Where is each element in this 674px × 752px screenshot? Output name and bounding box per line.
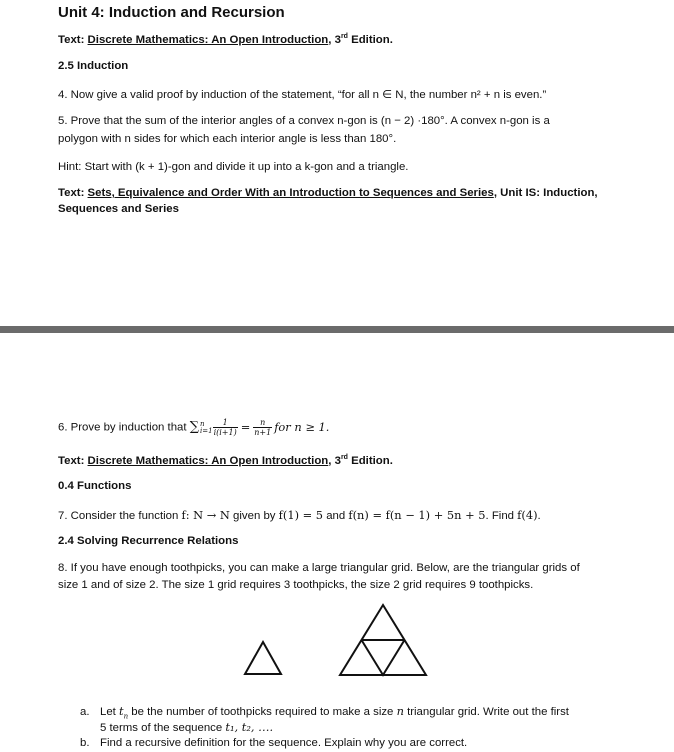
size-2-triangle-grid (338, 603, 428, 677)
question-7: 7. Consider the function f: N → N given by f(1) = 5 and f(n) = f(n − 1) + 5n + 5. Find f(4). (58, 508, 541, 522)
page-title: Unit 4: Induction and Recursion (58, 4, 285, 21)
textbook-reference-1: Text: Discrete Mathematics: An Open Introduction, 3rd Edition. (58, 33, 393, 46)
section-heading-2-4: 2.4 Solving Recurrence Relations (58, 535, 239, 547)
fraction-1-over-i-i-plus-1: $\frac{1}{i(i+1)}$ (213, 418, 237, 437)
textbook-reference-2-line-2: Sequences and Series (58, 203, 179, 215)
question-8-line-1: 8. If you have enough toothpicks, you can make a large triangular grid. Below, are the triangular grids of (58, 562, 580, 574)
question-4: 4. Now give a valid proof by induction of the statement, “for all n ∈ N, the number n² + n is even.” (58, 89, 547, 101)
list-item-a: a. Let $t_n$ be the number of toothpicks required to make a size n triangular grid. Write out the first (80, 704, 569, 721)
question-5-line-1: 5. Prove that the sum of the interior angles of a convex n-gon is (n − 2) ·180°. A convex n-gon is a (58, 115, 550, 127)
textbook-title: Sets, Equivalence and Order With an Introduction to Sequences and Series (87, 187, 494, 199)
textbook-reference-2: Text: Sets, Equivalence and Order With an Introduction to Sequences and Series, Unit IS: Induction, (58, 187, 598, 199)
question-8-line-2: size 1 and of size 2. The size 1 grid requires 3 toothpicks, the size 2 grid requires 9 toothpicks. (58, 579, 534, 591)
section-heading-2-5: 2.5 Induction (58, 60, 129, 72)
size-1-triangle-grid (243, 640, 283, 676)
list-item-a-line-2: 5 terms of the sequence t₁, t₂, …. (100, 720, 274, 734)
textbook-reference-3: Text: Discrete Mathematics: An Open Introduction, 3rd Edition. (58, 454, 393, 467)
page-divider (0, 326, 674, 333)
textbook-title: Discrete Mathematics: An Open Introduction (87, 454, 329, 467)
hint: Hint: Start with (k + 1)-gon and divide it up into a k-gon and a triangle. (58, 161, 409, 173)
text-label: Text: (58, 33, 88, 46)
section-heading-0-4: 0.4 Functions (58, 480, 132, 492)
question-6: 6. Prove by induction that ∑ n i=1 $\frac{1}{i(i+1)}$ = $\frac{n}{n+1}$ for n ≥ 1. (58, 418, 330, 437)
fraction-n-over-n-plus-1: $\frac{n}{n+1}$ (254, 418, 272, 437)
textbook-title: Discrete Mathematics: An Open Introduction (87, 33, 329, 46)
question-5-line-2: polygon with n sides for which each interior angle is less than 180°. (58, 133, 397, 145)
list-item-b: b. Find a recursive definition for the sequence. Explain why you are correct. (80, 737, 468, 749)
